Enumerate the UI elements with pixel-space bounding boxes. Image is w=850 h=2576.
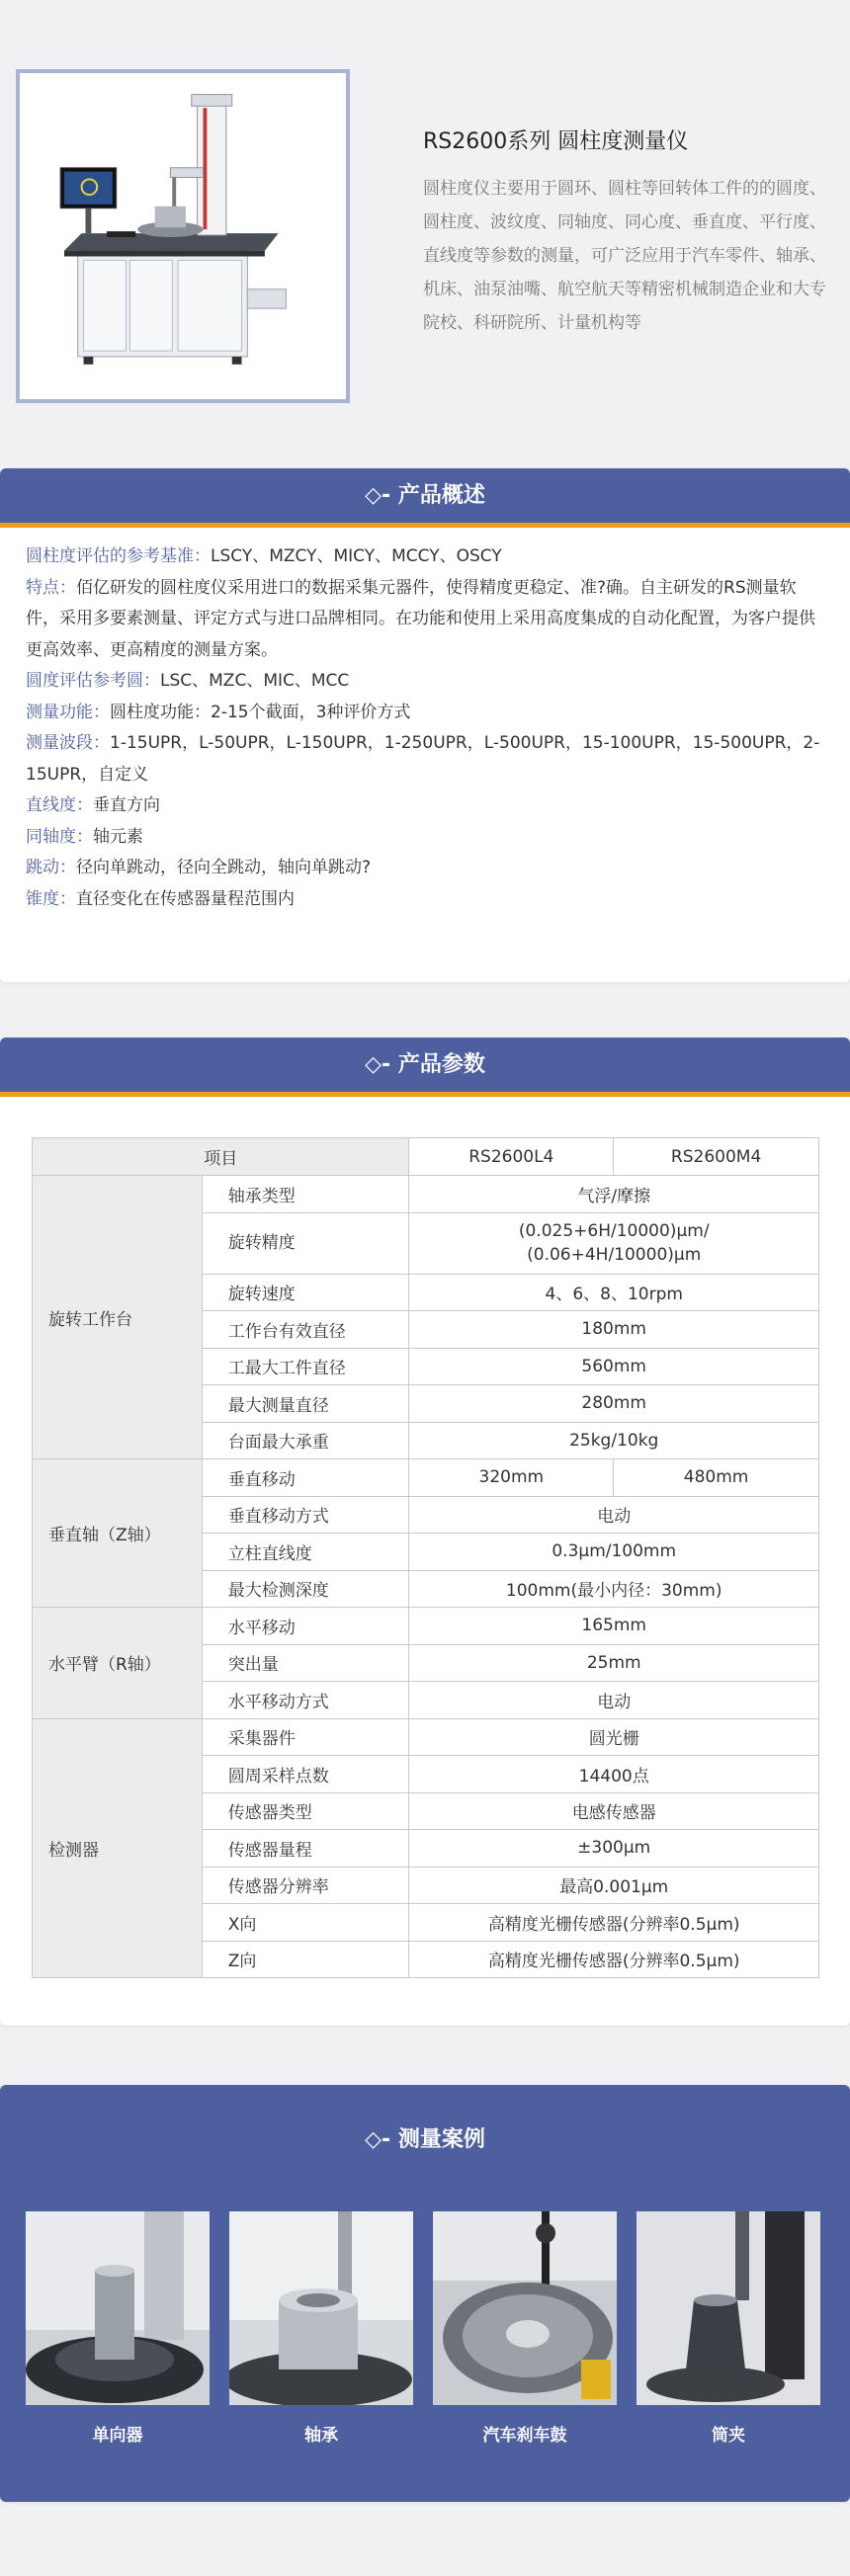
overview-key: 测量波段： <box>26 733 110 753</box>
overview-text: LSCY、MZCY、MICY、MCCY、OSCY <box>211 546 502 566</box>
case-label: 筒夹 <box>712 2426 745 2446</box>
row-label: Z向 <box>202 1941 409 1978</box>
overview-line <box>26 790 824 822</box>
overview-key: 锥度： <box>26 888 76 909</box>
group-detector: 检测器 <box>33 1718 203 1978</box>
row-label: X向 <box>202 1904 409 1942</box>
params-table <box>32 1137 819 1978</box>
overview-text: LSC、MZC、MIC、MCC <box>160 671 350 691</box>
row-value-line: (0.025+6H/10000)μm/ <box>518 1221 710 1241</box>
overview-key: 同轴度： <box>26 826 93 847</box>
overview-line <box>26 853 824 884</box>
row-value: 电动 <box>409 1682 819 1719</box>
overview-body <box>0 528 850 935</box>
table-row <box>33 1608 819 1645</box>
overview-text: 1-15UPR，L-50UPR，L-150UPR，1-250UPR，L-500UPR，15-100UPR，15-500UPR，2-15UPR，自定义 <box>26 733 820 785</box>
params-card <box>0 1038 850 2026</box>
row-label: 突出量 <box>202 1644 409 1682</box>
overview-text: 轴元素 <box>93 826 143 847</box>
row-value: 最高0.001μm <box>409 1867 819 1904</box>
product-image <box>26 79 340 393</box>
overview-key: 圆柱度评估的参考基准： <box>26 546 211 566</box>
overview-line <box>26 666 824 698</box>
row-value: 280mm <box>409 1385 819 1423</box>
overview-line <box>26 884 824 916</box>
row-label: 垂直移动 <box>202 1459 409 1497</box>
product-title: RS2600系列 圆柱度测量仪 <box>423 129 689 154</box>
cases-card <box>0 2085 850 2502</box>
overview-text: 圆柱度功能：2-15个截面，3种评价方式 <box>110 702 411 722</box>
product-image-frame <box>16 69 350 403</box>
row-value: 4、6、8、10rpm <box>409 1274 819 1311</box>
overview-key: 特点： <box>26 577 76 598</box>
row-label: 台面最大承重 <box>202 1422 409 1459</box>
overview-text: 径向单跳动，径向全跳动，轴向单跳动? <box>76 858 372 877</box>
params-header: ◇- 产品参数 <box>0 1038 850 1097</box>
cases-header: ◇- 测量案例 <box>365 2127 485 2152</box>
row-label: 水平移动方式 <box>202 1682 409 1719</box>
product-hero <box>0 0 850 445</box>
overview-line <box>26 541 824 573</box>
table-row <box>33 1176 819 1213</box>
row-label: 水平移动 <box>202 1608 409 1645</box>
row-value: 电感传感器 <box>409 1792 819 1830</box>
group-horizontal: 水平臂（R轴） <box>33 1608 203 1719</box>
row-label: 旋转速度 <box>202 1274 409 1311</box>
row-label: 工最大工件直径 <box>202 1348 409 1385</box>
overview-line <box>26 573 824 667</box>
case-image-one-way-clutch <box>26 2211 210 2405</box>
row-value: 电动 <box>409 1496 819 1534</box>
row-label: 传感器量程 <box>202 1830 409 1868</box>
table-header-row <box>33 1138 819 1176</box>
row-value <box>409 1212 819 1274</box>
overview-text: 佰亿研发的圆柱度仪采用进口的数据采集元器件，使得精度更稳定、准?确。自主研发的RS测量软件，采用多要素测量、评定方式与进口品牌相同。在功能和使用上采用高度集成的自动化配置，为客户提供更高效率、更高精度的测量方案。 <box>26 577 815 660</box>
row-value: 高精度光栅传感器(分辨率0.5μm) <box>409 1941 819 1978</box>
case-image-collet <box>637 2211 820 2405</box>
row-label: 圆周采样点数 <box>202 1756 409 1793</box>
row-value: 0.3μm/100mm <box>409 1534 819 1571</box>
overview-card <box>0 468 850 982</box>
row-label: 传感器类型 <box>202 1792 409 1830</box>
row-label: 采集器件 <box>202 1718 409 1756</box>
row-value: 25kg/10kg <box>409 1422 819 1459</box>
overview-key: 直线度： <box>26 795 93 815</box>
row-label: 工作台有效直径 <box>202 1311 409 1349</box>
overview-text: 直径变化在传感器量程范围内 <box>76 888 295 909</box>
case-label: 轴承 <box>304 2426 338 2446</box>
table-row <box>33 1459 819 1497</box>
row-value: ±300μm <box>409 1830 819 1868</box>
overview-key: 测量功能： <box>26 702 110 722</box>
overview-line <box>26 822 824 854</box>
row-label: 最大检测深度 <box>202 1570 409 1608</box>
case-label: 汽车刹车鼓 <box>482 2426 567 2446</box>
row-label: 立柱直线度 <box>202 1534 409 1571</box>
row-label: 轴承类型 <box>202 1176 409 1213</box>
overview-key: 圆度评估参考圆： <box>26 671 160 691</box>
row-value: 165mm <box>409 1608 819 1645</box>
overview-line <box>26 728 824 790</box>
row-value: 高精度光栅传感器(分辨率0.5μm) <box>409 1904 819 1942</box>
row-label: 最大测量直径 <box>202 1385 409 1423</box>
col-m4-header: RS2600M4 <box>614 1138 819 1176</box>
row-value: 180mm <box>409 1311 819 1349</box>
product-description: 圆柱度仪主要用于圆环、圆柱等回转体工件的的圆度、圆柱度、波纹度、同轴度、同心度、垂直度、平行度、直线度等参数的测量，可广泛应用于汽车零件、轴承、机床、油泵油嘴、航空航天等精密机械制造企业和大专院校、科研院所、计量机构等 <box>423 179 826 333</box>
row-value: 100mm(最小内径：30mm) <box>409 1570 819 1608</box>
overview-text: 垂直方向 <box>93 795 160 815</box>
row-value: 气浮/摩擦 <box>409 1176 819 1213</box>
row-value: 25mm <box>409 1644 819 1682</box>
overview-key: 跳动： <box>26 858 76 877</box>
row-label: 传感器分辨率 <box>202 1867 409 1904</box>
group-vertical: 垂直轴（Z轴） <box>33 1459 203 1608</box>
row-value-line: (0.06+4H/10000)μm <box>527 1245 702 1265</box>
row-value-l4: 320mm <box>409 1459 614 1497</box>
case-label: 单向器 <box>92 2426 143 2446</box>
row-value: 圆光栅 <box>409 1718 819 1756</box>
col-l4-header: RS2600L4 <box>409 1138 614 1176</box>
table-row <box>33 1718 819 1756</box>
overview-line <box>26 698 824 729</box>
overview-header: ◇- 产品概述 <box>0 468 850 528</box>
row-value: 560mm <box>409 1348 819 1385</box>
col-item-header: 项目 <box>33 1138 409 1176</box>
group-rotary: 旋转工作台 <box>33 1176 203 1459</box>
row-value: 14400点 <box>409 1756 819 1793</box>
case-image-brake-drum <box>433 2211 617 2405</box>
row-label: 垂直移动方式 <box>202 1496 409 1534</box>
row-label: 旋转精度 <box>202 1212 409 1274</box>
case-image-bearing <box>229 2211 413 2405</box>
row-value-m4: 480mm <box>614 1459 819 1497</box>
